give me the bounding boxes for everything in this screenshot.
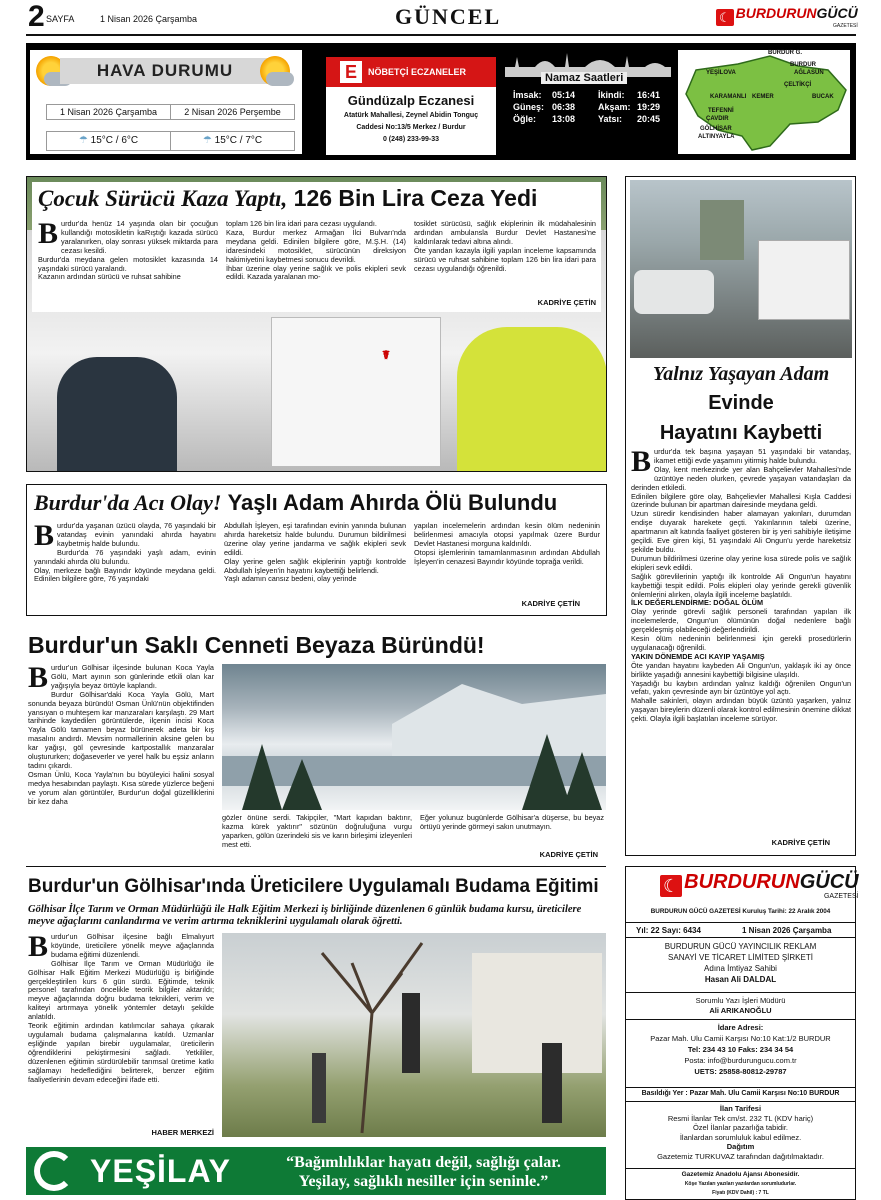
imprint-divider — [626, 1168, 855, 1169]
prayer-row-time: 19:29 — [637, 102, 661, 112]
article-col-2: gözler önüne serdi. Takipçiler, "Mart kapıdan baktırır, kazma kürek yaktırır" sözünün doğruluğuna vurgu yaparken, gölün üzerindeki sis ve karın birleşimi izleyenleri mest etti. — [222, 813, 412, 849]
logo-main: BURDURUN — [735, 5, 817, 21]
imprint-publisher — [628, 941, 853, 985]
imprint-editor: Ali ARIKANOĞLU — [709, 1006, 772, 1015]
yesilay-banner — [26, 1147, 606, 1195]
map-label: TEFENNİ — [708, 108, 734, 114]
article-text: Öte yandan hayatını kaybeden Ali Ongun'un, yaklaşık iki ay önce birlikte yaşadığı annesini kaybettiği bilgisine ulaşıldı. Yaşadığı bu kaybın ardından yalnız kaldığı öğrenilen Ongun'un vefatı, yakın çevresinde ayrı bir üzüntüye yol açtı. Mahalle sakinleri, olayın ardından büyük üzüntü yaşarken, yalnız yaşayan bireylerin düzenli olarak kontrol edilmesinin önemine dikkat çekti. Olayla ilgili başlatılan inceleme sürüyor. — [631, 660, 851, 724]
ambulance-street-photo — [630, 180, 852, 358]
article-lead: Gölhisar İlçe Tarım ve Orman Müdürlüğü ile Halk Eğitim Merkezi iş birliğinde düzenlenen 6 günlük budama kursu, üreticilere meyve ağaçlarını canlandırma ve verim artırma tekniklerini uygulamalı olarak öğretti. — [28, 904, 582, 927]
imprint-ad-label: İlan Tarifesi — [719, 1104, 762, 1113]
article-subheading: YAKIN DÖNEMDE ACI KAYIP YAŞAMIŞ — [631, 651, 765, 661]
map-label: GÖLHİSAR — [700, 126, 732, 132]
imprint-founded: BURDURUN GÜCÜ GAZETESİ Kuruluş Tarihi: 22 Aralık 2004 — [650, 908, 831, 915]
imprint-divider — [626, 1101, 855, 1102]
article-author: HABER MERKEZİ — [151, 1128, 214, 1137]
map-label: BURDUR — [790, 62, 816, 68]
imprint-divider — [626, 922, 855, 923]
prayer-row-label: İkindi: — [598, 90, 625, 100]
imprint-ad-line: Resmi İlanlar Tek cm/st. 232 TL (KDV hariç) — [667, 1113, 814, 1123]
imprint-owner-label: Adına İmtiyaz Sahibi — [704, 964, 777, 973]
imprint-divider — [626, 937, 855, 938]
imprint-ads-block — [628, 1104, 853, 1161]
pharmacy-label: NÖBETÇİ ECZANELER — [368, 67, 467, 77]
header-rule — [26, 34, 856, 36]
imprint-editor-label: Sorumlu Yazı İşleri Müdürü — [695, 996, 786, 1005]
map-label: ÇAVDIR — [706, 116, 729, 122]
article-col-3: tosiklet sürücüsü, sağlık ekiplerinin ilk müdahalesinin ardından ambulansla Burdur Devlet Hastanesi'ne kaldırılarak tedavi altına alındı. Öte yandan kazayla ilgili yapılan inceleme kapsamında sürücü ve ruhsat sahibine toplam 126 bin lira idari para cezası uygulandığı öğrenildi. — [414, 219, 596, 273]
imprint-owner: Hasan Ali DALDAL — [704, 975, 777, 984]
imprint-logo — [660, 872, 859, 900]
map-label: AĞLASUN — [794, 70, 824, 76]
weather-temp-1: ☂ 15°C / 6°C — [46, 131, 171, 151]
imprint-price: Fiyatı (KDV Dahil) : 7 TL — [712, 1190, 769, 1196]
prayer-row-label: Güneş: — [513, 102, 545, 112]
page-label: SAYFA — [46, 14, 75, 24]
article-col-3: Eğer yolunuz bugünlerde Gölhisar'a düşerse, bu beyaz örtüyü yerinde görmeyi sakın unutmayın. — [420, 813, 604, 831]
imprint-phone: Tel: 234 43 10 Faks: 234 34 54 — [687, 1045, 794, 1054]
prayer-row-label: Yatsı: — [598, 114, 623, 124]
article-col-1: Burdur'un Gölhisar ilçesinde bulunan Koca Yayla Gölü, Mart ayının son günlerinde etkili olan kar yağışıyla beyaz örtüyle kaplandı. Burdur Gölhisar'daki Koca Yayla Gölü, Mart sonunda beyaza büründü! Osman Ünlü'nün objektifinden yansıyan o muhteşem kar manzaraları karşılaştı. 29 Mart tarihinde kaydedilen görüntülerde, ilçenin incisi Koca Yayla Gölü tamamen beyaz bürünerek adeta bir kış masalını andırdı. Mevsim normallerinin aksine gelen bu kar yağışı, göl çevresinde kartpostallık manzaralar oluştururken; doğaseverler ve yerel halk bu eşsiz anların tadını çıkardı. Osman Ünlü, Koca Yayla'nın bu büyüleyici halini sosyal medya hesabından paylaştı. Kısa sürede yüzlerce beğeni ve yorum alan görüntüler, Burdur'un doğal güzelliklerini bir kez daha — [28, 661, 214, 806]
map-label: ÇELTİKÇİ — [784, 82, 812, 88]
prayer-row-time: 16:41 — [637, 90, 661, 100]
ambulance-marking: ☤ — [382, 348, 391, 362]
section-divider — [26, 866, 606, 867]
crescent-icon — [34, 1151, 74, 1191]
imprint-date: 1 Nisan 2026 Çarşamba — [742, 926, 832, 935]
imprint-divider — [626, 1087, 855, 1088]
article-text: urdur'un Gölhisar ilçesinde bulunan Koca Yayla Gölü, Mart ayının son günlerinde etkili olan kar yağışıyla beyaz örtüyle kaplandı. Burdur Gölhisar'daki Koca Yayla Gölü, Mart sonunda beyaza büründü! Osman Ünlü'nün objektifinden yansıyan o muhteşem kar manzaraları karşılaştı. 29 Mart tarihinde kaydedilen görüntülerde, ilçenin incisi Koca Yayla Gölü tamamen beyaz bürünerek adeta bir kış masalını andırdı. Mevsim normallerinin aksine gelen bu kar yağışı, göl çevresinde kartpostallık manzaralar oluştururken; doğaseverler ve yerel halk bu eşsiz anların tadını çıkardı. Osman Ünlü, Koca Yayla'nın bu büyüleyici halini sosyal medya hesabından paylaştı. Kısa sürede yüzlerce beğeni ve yorum alan görüntüler, Burdur'un doğal güzelliklerini bir kez daha — [28, 663, 214, 806]
rain-cloud-icon: ☂ — [202, 135, 215, 146]
weather-temp-2: ☂ 15°C / 7°C — [170, 131, 295, 151]
article-col-1: Burdur'da henüz 14 yaşında olan bir çocuğun kullandığı motosikletin kaRıştığı kazada sürücü yaralanırken, olay sonrası yüksek miktarda para cezası kesildi. Burdur'da meydana gelen motosiklet kazasında 14 yaşındaki sürücü yaralandı. Kazanın ardından sürücü ve ruhsat sahibine — [38, 217, 218, 282]
article-author: KADRİYE ÇETİN — [521, 599, 580, 608]
article-headline: Burdur'da Acı Olay! Yaşlı Adam Ahırda Ölü Bulundu — [34, 490, 558, 515]
yesilay-brand: YEŞİLAY — [90, 1153, 231, 1189]
masthead-logo — [716, 5, 858, 29]
article-headline: Çocuk Sürücü Kaza Yaptı, 126 Bin Lira Ceza Yedi — [38, 185, 538, 211]
ambulance-door — [271, 317, 441, 467]
imprint-print-place: Basıldığı Yer : Pazar Mah. Ulu Camii Karşısı No:10 BURDUR — [641, 1090, 840, 1097]
logo-accent: GÜCÜ — [799, 871, 859, 893]
pharmacy-e-icon: E — [340, 61, 362, 83]
article-col-2: toplam 126 bin lira idari para cezası uygulandı. Kaza, Burdur merkez Armağan İlci Bulvarı'nda meydana geldi. Edinilen bilgilere göre, M.Ş.H. (14) idaresindeki motosiklet, sürücünün direksiyon hakimiyetini kaybetmesi sonucu devrildi. İhbar üzerine olay yerine sağlık ve polis ekipleri sevk edildi. Kazada yaralanan mo- — [226, 219, 406, 282]
imprint-note: Köşe Yazıları yazıları yazılardan sorumludurlar. — [684, 1181, 797, 1187]
snow-landscape-illustration — [222, 664, 606, 810]
ambulance-vehicle — [758, 240, 850, 320]
pharmacy-phone: 0 (248) 233-99-33 — [382, 136, 440, 143]
prayer-row-label: İmsak: — [513, 90, 542, 100]
article-headline: Burdur'un Gölhisar'ında Üreticilere Uygulamalı Budama Eğitimi — [28, 876, 599, 897]
imprint-address-label: İdare Adresi: — [717, 1023, 764, 1032]
weather-title: HAVA DURUMU — [60, 58, 270, 84]
pruning-training-photo — [222, 933, 606, 1137]
article-author: KADRİYE ÇETİN — [771, 838, 830, 847]
section-title: GÜNCEL — [395, 4, 502, 29]
imprint-divider — [626, 992, 855, 993]
prayer-title: Namaz Saatleri — [541, 72, 627, 84]
prayer-row-time: 13:08 — [552, 114, 576, 124]
imprint-company: BURDURUN GÜCÜ YAYINCILIK REKLAM — [664, 942, 817, 951]
article-headline: Yalnız Yaşayan Adam — [652, 363, 830, 385]
article-col-1: Burdur'da yaşanan üzücü olayda, 76 yaşındaki bir vatandaş evinin yanındaki ahırda hayatını kaybetmiş halde bulundu. Burdur'da 76 yaşındaki yaşlı adam, evinin yanındaki ahırda ölü bulundu. Olay, merkeze bağlı Bayındır köyünde meydana geldi. Edinilen bilgilere göre, 76 yaşındaki — [34, 519, 216, 584]
imprint-dist-label: Dağıtım — [726, 1142, 755, 1151]
logo-sub: GAZETESİ — [833, 23, 858, 29]
article-author: KADRİYE ÇETİN — [539, 850, 598, 859]
map-label: YEŞİLOVA — [706, 70, 736, 76]
turkish-flag-icon: ☾ — [660, 875, 682, 897]
weather-day-2: 2 Nisan 2026 Perşembe — [170, 104, 295, 120]
imprint-year-issue: Yıl: 22 Sayı: 6434 — [636, 926, 701, 935]
turkish-flag-icon: ☾ — [716, 9, 734, 26]
article-col-3: yapılan incelemelerin ardından kesin ölüm nedeninin belirlenmesi amacıyla otopsi yapılmak üzere Burdur Devlet Hastanesi morguna kaldırıldı. Otopsi işlemlerinin tamamlanmasının ardından Abdullah İşleyen'in cenazesi Bayındır köyünde toprağa verildi. — [414, 521, 600, 566]
imprint-company: SANAYİ VE TİCARET LİMİTED ŞİRKETİ — [668, 953, 813, 962]
article-author: KADRİYE ÇETİN — [537, 298, 596, 307]
map-label: KEMER — [752, 94, 774, 100]
prayer-times-panel — [505, 53, 671, 153]
parked-car — [634, 270, 714, 314]
imprint-uets: UETS: 25858-80812-29787 — [694, 1067, 787, 1076]
pharmacy-name: Gündüzalp Eczanesi — [347, 93, 475, 108]
logo-sub: GAZETESİ — [823, 893, 859, 900]
article-headline: Evinde — [708, 392, 774, 414]
person-figure — [57, 357, 177, 471]
article-headline: Hayatını Kaybetti — [659, 422, 823, 444]
map-label: BUCAK — [812, 94, 834, 100]
header-date: 1 Nisan 2026 Çarşamba — [100, 14, 198, 24]
article-col-1: Burdur'un Gölhisar ilçesine bağlı Elmalıyurt köyünde, üreticilere yönelik meyve ağaçlarında budama eğitimi düzenlendi. Gölhisar İlçe Tarım ve Orman Müdürlüğü ile Gölhisar Halk Eğitim Merkezi Müdürlüğü iş birliğinde gerçekleştirilen kurs 6 gün sürdü. Eğitimde, teknik personel tarafından öncelikle teorik bilgiler aktarıldı; meyve ağaçlarında doğru budama teknikleri, verim ve kaliteyi artırmaya yönelik yöntemler detaylı şekilde anlatıldı. Teorik eğitimin ardından katılımcılar sahaya çıkarak uygulamalı budama çalışmalarına katıldı. Uzmanlar eşliğinde yapılan birebir uygulamalar, üreticilerin öğrendiklerini pekiştirmesini sağladı. Yetkililer, düzenlenen eğitimin sürdürülebilir tarımsal üretime katkı sağlamayı hedeflediğini belirterek, benzer eğitim faaliyetlerinin devam edeceğini ifade etti. — [28, 930, 214, 1084]
article-text: urdur'da tek başına yaşayan 51 yaşındaki bir vatandaş, ikamet ettiği evde yaşamını yitirmiş halde bulundu. Olay, kent merkezinde yer alan Bahçelievler Mahallesi'nde üzüntüye neden olurken, çevrede yaşayan vatandaşları da derinden etkiledi. Edinilen bilgilere göre olay, Bahçelievler Mahallesi Kışla Caddesi üzerinde bulunan bir apartman dairesinde meydana geldi. Uzun süredir kendisinden haber alamayan yakınları, durumdan endişe duyarak harekete geçti. Yakınlarının talebi üzerine, apartmanın alt katında faaliyet gösteren bir iş yeri sahibiyle iletişime geçildi. Eve giren kişi, 51 yaşındaki Ali Ongun'u yerde hareketsiz şekilde buldu. Durumun bildirilmesi üzerine olay yerine kısa sürede polis ve sağlık ekipleri sevk edildi. Sağlık görevlilerinin yaptığı ilk kontrolde Ali Ongun'un hayatını kaybettiği tespit edildi. Polis ekipleri olay yerinde gerekli güvenlik önlemlerini alırken, olayla ilgili inceleme başlatıldı. — [631, 447, 851, 599]
logo-accent: GÜCÜ — [816, 5, 858, 21]
pharmacy-header — [326, 57, 496, 87]
prayer-row-time: 20:45 — [637, 114, 661, 124]
imprint-divider — [626, 1019, 855, 1020]
article-text: urdur'da henüz 14 yaşında olan bir çocuğun kullandığı motosikletin kaRıştığı kazada sürücü yaralanırken, olay sonrası yüksek miktarda para cezası kesildi. Burdur'da meydana gelen motosiklet kazasında 14 yaşındaki sürücü yaralandı. Kazanın ardından sürücü ve ruhsat sahibine — [38, 219, 218, 282]
article-headline: Burdur'un Saklı Cenneti Beyaza Büründü! — [28, 632, 485, 658]
logo-main: BURDURUN — [684, 871, 800, 893]
weather-day-1: 1 Nisan 2026 Çarşamba — [46, 104, 171, 120]
pharmacy-panel — [326, 57, 496, 155]
article-text: urdur'un Gölhisar ilçesine bağlı Elmalıyurt köyünde, üreticilere yönelik meyve ağaçlarında budama eğitimi düzenlendi. Gölhisar İlçe Tarım ve Orman Müdürlüğü ile Gölhisar Halk Eğitim Merkezi Müdürlüğü iş birliğinde gerçekleştirilen kurs 6 gün sürdü. Eğitimde, teknik personel tarafından öncelikle teorik bilgiler aktarıldı; meyve ağaçlarında doğru budama teknikleri, verim ve kaliteyi artırmaya yönelik yöntemler detaylı şekilde anlatıldı. Teorik eğitimin ardından katılımcılar sahaya çıkarak uygulamalı budama çalışmalarına katıldı. Uzmanlar eşliğinde yapılan birebir uygulamalar, üreticilerin öğrendiklerini pekiştirmesini sağladı. Yetkililer, düzenlenen eğitimin sürdürülebilir tarımsal üretime katkı sağlamayı hedeflediğini belirterek, benzer eğitim faaliyetlerinin devam edeceğini ifade etti. — [28, 932, 214, 1084]
map-label: BURDUR G. — [768, 50, 802, 56]
imprint-ad-line: İlanlardan sorumluluk kabul edilmez. — [679, 1132, 802, 1142]
prayer-row-time: 06:38 — [552, 102, 576, 112]
rain-cloud-icon: ☂ — [78, 135, 91, 146]
article-subheading: İLK DEĞERLENDİRME: DOĞAL ÖLÜM — [631, 598, 764, 608]
police-officer-figure — [457, 327, 606, 471]
burdur-map — [678, 50, 850, 154]
map-label: KARAMANLI — [710, 94, 747, 100]
yesilay-quote: “Bağımlılıklar hayatı değil, sağlığı çalar. Yeşilay, sağlıklı nesiller için seninle.” — [286, 1154, 561, 1190]
imprint-email[interactable]: Posta: info@burdurungucu.com.tr — [684, 1056, 797, 1065]
prayer-row-label: Akşam: — [598, 102, 631, 112]
pharmacy-address-2: Caddesi No:13/5 Merkez / Burdur — [356, 124, 466, 131]
article-text: Olay yerinde görevli sağlık personeli tarafından yapılan ilk incelemelerde, Ongun'un ölümünün doğal nedenlere bağlı gerçekleşmiş olabileceği değerlendirildi. Kesin ölüm nedeninin belirlenmesi için gerekli prosedürlerin uygulanacağı öğrenildi. — [631, 607, 851, 652]
imprint-address: Pazar Mah. Ulu Camii Karşısı No:10 Kat:1/2 BURDUR — [650, 1034, 831, 1043]
article-col-2: Abdullah İşleyen, eşi tarafından evinin yanında bulunan ahırda hareketsiz halde bulundu. Durumun bildirilmesi üzerine olay yerine jandarma ve sağlık ekipleri sevk edildi. Olay yerine gelen sağlık ekiplerinin yaptığı kontrolde Abdullah İşleyen'in hayatını kaybettiği belirlendi. Yaşlı adamın cansız bedeni, olay yerinde — [224, 521, 406, 584]
article-body: Burdur'da tek başına yaşayan 51 yaşındaki bir vatandaş, ikamet ettiği evde yaşamını yitirmiş halde bulundu. Olay, kent merkezinde yer alan Bahçelievler Mahallesi'nde üzüntüye neden olurken, çevrede yaşayan vatandaşları da derinden etkiledi. Edinilen bilgilere göre olay, Bahçelievler Mahallesi Kışla Caddesi üzerinde bulunan bir apartman dairesinde meydana geldi. Uzun süredir kendisinden haber alamayan yakınları, durumdan endişe duyarak harekete geçti. Yakınlarının talebi üzerine, apartmanın alt katında faaliyet gösteren bir iş yeri sahibiyle iletişime geçildi. Eve giren kişi, 51 yaşındaki Ali Ongun'u yerde hareketsiz şekilde buldu. Durumun bildirilmesi üzerine olay yerine kısa sürede polis ve sağlık ekipleri sevk edildi. Sağlık görevlilerinin yaptığı ilk kontrolde Ali Ongun'un hayatını kaybettiği tespit edildi. Polis ekipleri olay yerinde gerekli güvenlik önlemlerini alırken, olayla ilgili inceleme başlatıldı. İLK DEĞERLENDİRME: DOĞAL ÖLÜM Olay yerinde görevli sağlık personeli tarafından yapılan ilk incelemelerde, Ongun'un ölümünün doğal nedenlere bağlı gerçekleşmiş olabileceği değerlendirildi. Kesin ölüm nedeninin belirlenmesi için gerekli prosedürlerin uygulanacağı öğrenildi. YAKIN DÖNEMDE ACI KAYIP YAŞAMIŞ Öte yandan hayatını kaybeden Ali Ongun'un, yaklaşık iki ay önce birlikte yaşadığı annesini kaybettiği bilgisine ulaşıldı. Yaşadığı bu kaybın ardından yalnız kaldığı öğrenilen Ongun'un vefatı, yakın çevresinde ayrı bir üzüntüye yol açtı. Mahalle sakinleri, olayın ardından büyük üzüntü yaşarken, yalnız yaşayan bireylerin düzenli olarak kontrol edilmesinin önemine dikkat çekti. Olayla ilgili başlatılan inceleme sürüyor. — [631, 445, 851, 724]
imprint-ad-line: Özel İlanlar pazarlığa tabidir. — [692, 1123, 789, 1132]
map-label: ALTINYAYLA — [698, 134, 735, 140]
orchard-illustration — [222, 933, 606, 1137]
prayer-row-time: 05:14 — [552, 90, 576, 100]
prayer-row-label: Öğle: — [513, 114, 537, 124]
imprint-agency: Gazetemiz Anadolu Ajansı Abonesidir. — [681, 1171, 800, 1178]
imprint-address-block — [628, 1022, 853, 1077]
building — [700, 200, 744, 260]
cloud-icon — [266, 72, 294, 86]
snowy-lake-photo — [222, 664, 606, 810]
imprint-dist: Gazetemiz TURKUVAZ tarafından dağıtılmaktadır. — [657, 1151, 824, 1161]
imprint-editor-block — [628, 996, 853, 1016]
pharmacy-address-1: Atatürk Mahallesi, Zeynel Abidin Tonguç — [343, 112, 479, 119]
article-text: urdur'da yaşanan üzücü olayda, 76 yaşındaki bir vatandaş evinin yanındaki ahırda hayatını kaybetmiş halde bulundu. Burdur'da 76 yaşındaki yaşlı adam, evinin yanındaki ahırda ölü bulundu. Olay, merkeze bağlı Bayındır köyünde meydana geldi. Edinilen bilgilere göre, 76 yaşındaki — [34, 521, 216, 584]
page-number: 2 — [28, 0, 45, 33]
